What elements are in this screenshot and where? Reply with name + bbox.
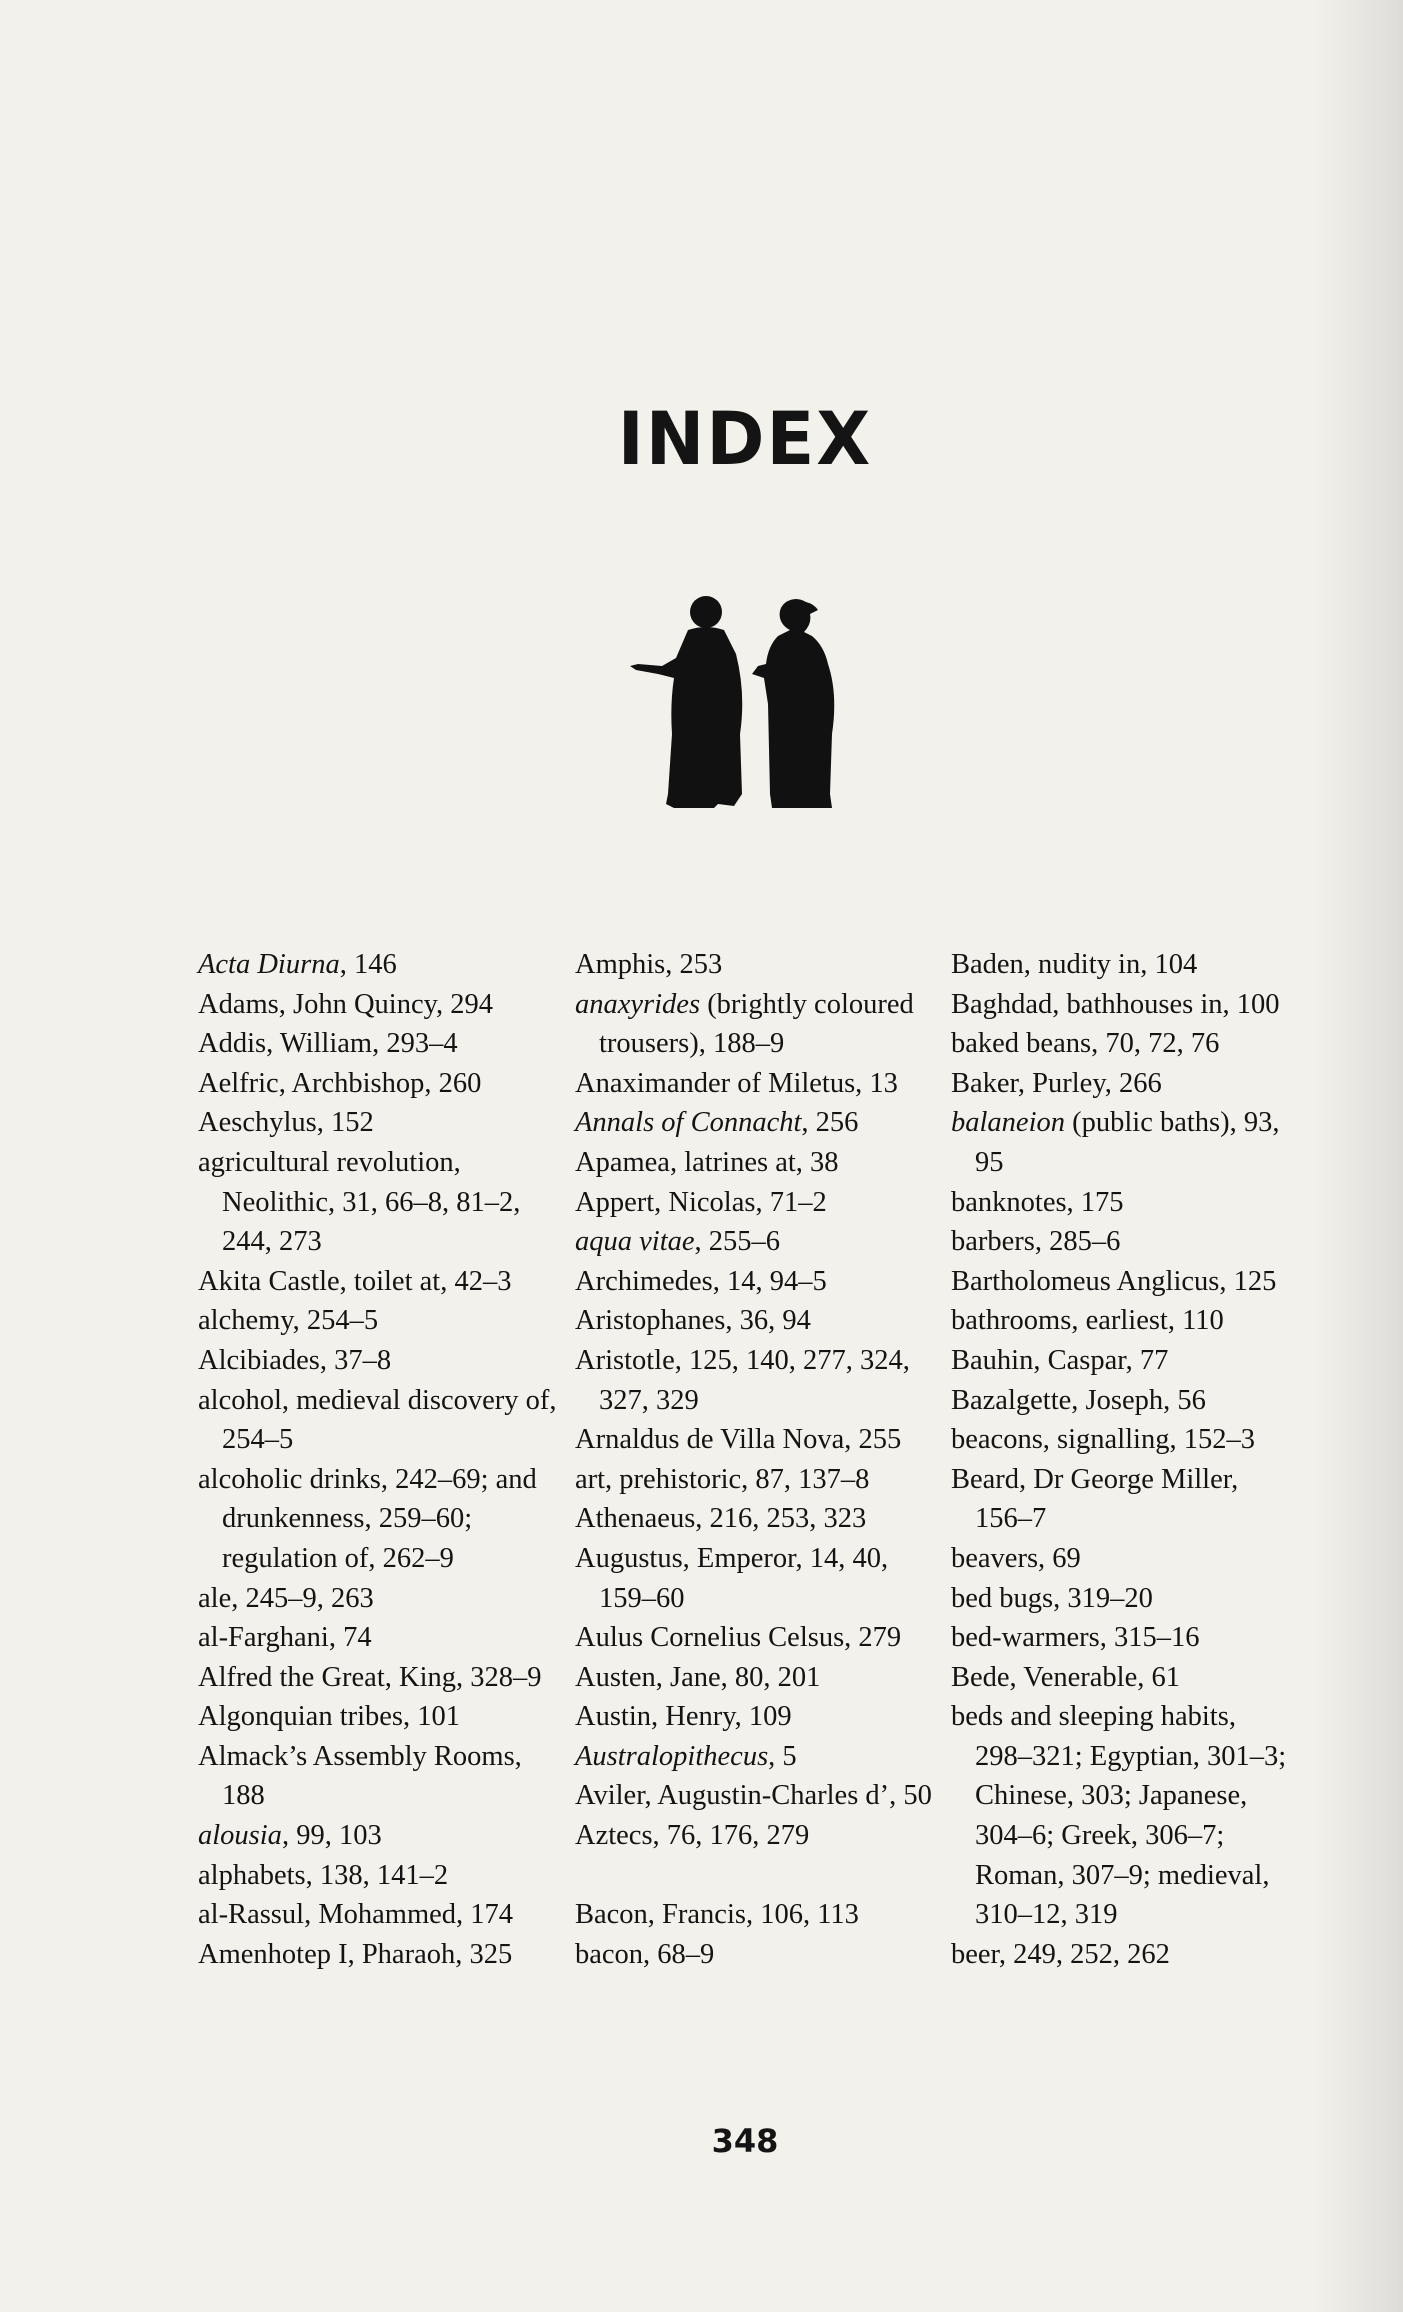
index-entry: Archimedes, 14, 94–5 [575,1265,827,1297]
index-entry: Beard, Dr George Miller, 156–7 [951,1463,1239,1535]
index-entry: beds and sleeping habits, 298–321; Egyptian, 301–3; Chinese, 303; Japanese, 304–6; Greek, 306–7; Roman, 307–9; medieval, 310–12, 319 [951,1701,1287,1931]
index-entry: alphabets, 138, 141–2 [198,1859,449,1891]
index-entry: bed bugs, 319–20 [951,1582,1153,1614]
index-entry: ale, 245–9, 263 [198,1582,374,1614]
index-entry: Appert, Nicolas, 71–2 [575,1186,827,1218]
index-entry: bacon, 68–9 [575,1938,715,1970]
index-entry: Aeschylus, 152 [198,1107,374,1139]
index-entry: Aulus Cornelius Celsus, 279 [575,1622,902,1654]
index-entry: Annals of Connacht, 256 [575,1107,859,1139]
index-entry: Australopithecus, 5 [575,1740,797,1772]
index-entry: beavers, 69 [951,1542,1081,1574]
index-column-1 [198,945,563,1974]
index-entry: Addis, William, 293–4 [198,1028,458,1060]
index-entry: Akita Castle, toilet at, 42–3 [198,1265,512,1297]
index-entry: Alfred the Great, King, 328–9 [198,1661,542,1693]
index-entry: al-Farghani, 74 [198,1622,372,1654]
index-entry: alousia, 99, 103 [198,1820,382,1852]
index-entry: alcohol, medieval discovery of, 254–5 [198,1384,557,1456]
index-entry: agricultural revolution, Neolithic, 31, 66–8, 81–2, 244, 273 [198,1146,521,1258]
index-entry: art, prehistoric, 87, 137–8 [575,1463,870,1495]
index-entry: Aelfric, Archbishop, 260 [198,1067,482,1099]
index-entry: Apamea, latrines at, 38 [575,1146,839,1178]
index-entry: alchemy, 254–5 [198,1305,379,1337]
index-entry: Algonquian tribes, 101 [198,1701,461,1733]
index-entry: Aviler, Augustin-Charles d’, 50 [575,1780,932,1812]
index-entry: Baghdad, bathhouses in, 100 [951,988,1280,1020]
index-entry: Arnaldus de Villa Nova, 255 [575,1424,902,1456]
index-entry: Athenaeus, 216, 253, 323 [575,1503,867,1535]
index-entry: baked beans, 70, 72, 76 [951,1028,1220,1060]
index-entry: Alcibiades, 37–8 [198,1344,392,1376]
index-entry: Augustus, Emperor, 14, 40, 159–60 [575,1542,889,1614]
index-entry: Acta Diurna, 146 [198,949,397,980]
page-edge-shadow [1313,0,1403,2312]
index-entry: alcoholic drinks, 242–69; and drunkenness, 259–60; regulation of, 262–9 [198,1463,537,1574]
letter-group-gap [575,1856,945,1896]
page-number: 348 [711,2122,779,2160]
index-entry: Amphis, 253 [575,949,723,980]
index-entry: Amenhotep I, Pharaoh, 325 [198,1938,513,1970]
index-entry: Bede, Venerable, 61 [951,1661,1180,1693]
index-entry: balaneion (public baths), 93, 95 [951,1107,1280,1178]
index-entry: Almack’s Assembly Rooms, 188 [198,1740,522,1812]
index-entry: Aristophanes, 36, 94 [575,1305,811,1337]
index-entry: Aristotle, 125, 140, 277, 324, 327, 329 [575,1344,910,1416]
index-entry: Anaximander of Miletus, 13 [575,1067,898,1099]
index-entry: Aztecs, 76, 176, 279 [575,1820,810,1852]
index-entry: Austen, Jane, 80, 201 [575,1661,821,1693]
index-entry: Baden, nudity in, 104 [951,949,1198,980]
index-entry: al-Rassul, Mohammed, 174 [198,1899,514,1931]
index-entry: anaxyrides (brightly coloured trousers), 188–9 [575,988,914,1060]
index-entry: Baker, Purley, 266 [951,1067,1162,1099]
index-entry: beer, 249, 252, 262 [951,1938,1170,1970]
index-entry: Bauhin, Caspar, 77 [951,1344,1169,1376]
index-entry: beacons, signalling, 152–3 [951,1424,1255,1456]
index-entry: bathrooms, earliest, 110 [951,1305,1224,1337]
index-entry: Austin, Henry, 109 [575,1701,792,1733]
index-entry: barbers, 285–6 [951,1226,1121,1258]
index-entry: Adams, John Quincy, 294 [198,988,494,1020]
index-column-3 [951,945,1296,1974]
index-entry: bed-warmers, 315–16 [951,1622,1200,1654]
index-entry: banknotes, 175 [951,1186,1124,1218]
two-robed-figures-silhouette-icon [628,594,858,816]
page-title: INDEX [617,395,873,483]
index-entry: aqua vitae, 255–6 [575,1226,781,1258]
index-entry: Bazalgette, Joseph, 56 [951,1384,1206,1416]
index-column-2 [575,945,945,1974]
index-entry: Bartholomeus Anglicus, 125 [951,1265,1277,1297]
index-entry: Bacon, Francis, 106, 113 [575,1899,859,1931]
